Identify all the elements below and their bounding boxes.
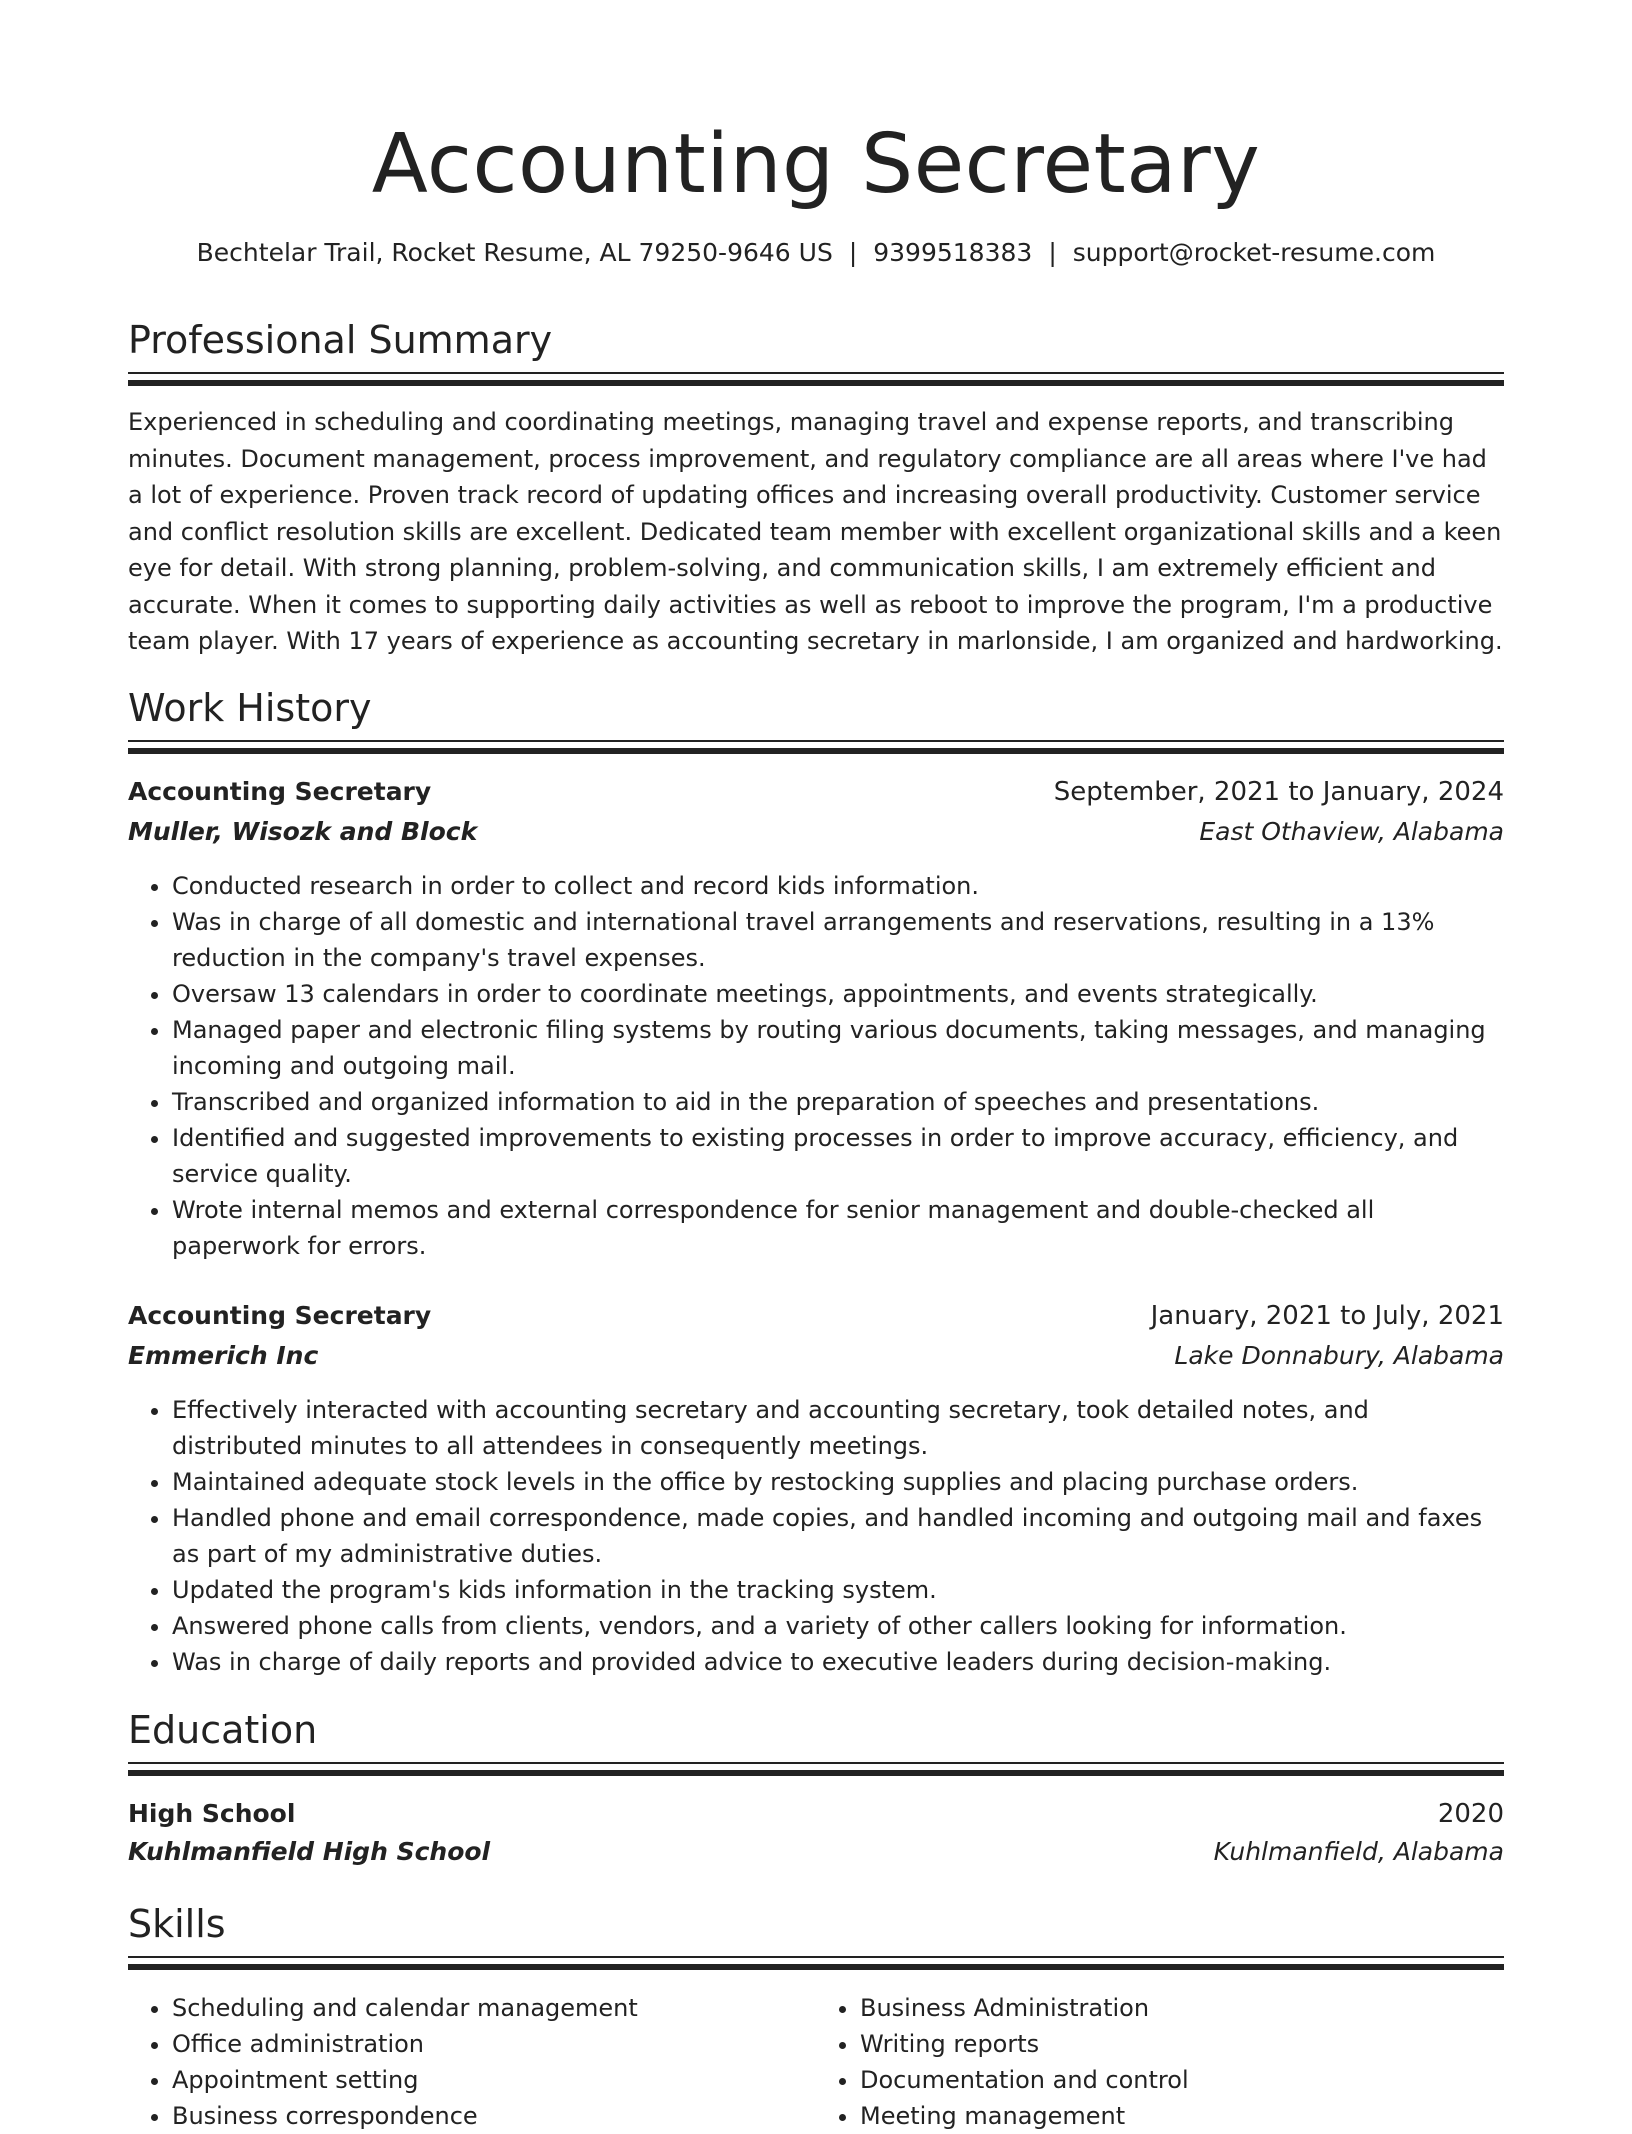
skills-heading: Skills bbox=[128, 1902, 226, 1946]
skills-column-left bbox=[128, 1990, 816, 2134]
job-title: Accounting Secretary bbox=[128, 1301, 432, 1330]
header bbox=[128, 117, 1504, 212]
education-degree: High School bbox=[128, 1799, 296, 1828]
education-location: Kuhlmanfield, Alabama bbox=[1213, 1836, 1504, 1866]
job-dates: September, 2021 to January, 2024 bbox=[1053, 777, 1504, 807]
education-heading: Education bbox=[128, 1708, 318, 1752]
section-divider bbox=[128, 1762, 1504, 1776]
list-item: • Effectively interacted with accounting secretary and accounting secretary, took detailed notes, and distributed minutes to all attendees in consequently meetings. bbox=[172, 1392, 1504, 1464]
education-school: Kuhlmanfield High School bbox=[128, 1836, 491, 1866]
list-item: • Managed paper and electronic filing systems by routing various documents, taking messages, and managing incoming and outgoing mail. bbox=[172, 1012, 1504, 1084]
list-item: • Appointment setting bbox=[172, 2062, 816, 2098]
list-item: • Writing reports bbox=[860, 2026, 1504, 2062]
summary-section bbox=[128, 318, 1504, 386]
job-company: Emmerich Inc bbox=[128, 1340, 319, 1370]
contact-separator: | bbox=[1048, 238, 1057, 267]
job-entry bbox=[128, 1300, 1504, 1372]
education-section bbox=[128, 1708, 1504, 1776]
list-item: • Answered phone calls from clients, vendors, and a variety of other callers looking for information. bbox=[172, 1608, 1504, 1644]
list-item: • Was in charge of daily reports and provided advice to executive leaders during decision-making. bbox=[172, 1644, 1504, 1680]
job-title: Accounting Secretary bbox=[128, 777, 432, 806]
list-item: • Wrote internal memos and external correspondence for senior management and double-checked all paperwork for errors. bbox=[172, 1192, 1504, 1264]
job-bullets bbox=[128, 1392, 1504, 1680]
section-divider bbox=[128, 372, 1504, 386]
list-item: • Office administration bbox=[172, 2026, 816, 2062]
education-year: 2020 bbox=[1437, 1799, 1504, 1829]
section-divider bbox=[128, 1956, 1504, 1970]
list-item: • Documentation and control bbox=[860, 2062, 1504, 2098]
list-item: • Oversaw 13 calendars in order to coordinate meetings, appointments, and events strategically. bbox=[172, 976, 1504, 1012]
list-item: • Meeting management bbox=[860, 2098, 1504, 2134]
job-entry bbox=[128, 776, 1504, 848]
list-item: • Was in charge of all domestic and international travel arrangements and reservations, resulting in a 13% reduction in the company's travel expenses. bbox=[172, 904, 1504, 976]
contact-phone: 9399518383 bbox=[873, 238, 1033, 267]
list-item: • Transcribed and organized information to aid in the preparation of speeches and presentations. bbox=[172, 1084, 1504, 1120]
list-item: • Scheduling and calendar management bbox=[172, 1990, 816, 2026]
job-company: Muller, Wisozk and Block bbox=[128, 816, 478, 846]
contact-separator: | bbox=[848, 238, 858, 267]
skills-list bbox=[128, 1990, 1504, 2134]
list-item: • Business correspondence bbox=[172, 2098, 816, 2134]
list-item: • Business Administration bbox=[860, 1990, 1504, 2026]
section-divider bbox=[128, 740, 1504, 754]
work-heading: Work History bbox=[128, 686, 372, 730]
list-item: • Maintained adequate stock levels in the office by restocking supplies and placing purchase orders. bbox=[172, 1464, 1504, 1500]
job-location: East Othaview, Alabama bbox=[1199, 816, 1504, 846]
job-dates: January, 2021 to July, 2021 bbox=[1150, 1301, 1504, 1331]
job-location: Lake Donnabury, Alabama bbox=[1174, 1340, 1504, 1370]
summary-heading: Professional Summary bbox=[128, 318, 553, 362]
contact-line bbox=[128, 238, 1504, 267]
education-entry bbox=[128, 1798, 1504, 1868]
list-item: • Updated the program's kids information in the tracking system. bbox=[172, 1572, 1504, 1608]
contact-email: support@rocket-resume.com bbox=[1072, 238, 1436, 267]
skills-section bbox=[128, 1902, 1504, 1970]
contact-address: Bechtelar Trail, Rocket Resume, AL 79250-9646 US bbox=[196, 238, 833, 267]
page-title: Accounting Secretary bbox=[371, 117, 1261, 212]
list-item: • Conducted research in order to collect and record kids information. bbox=[172, 868, 1504, 904]
summary-body bbox=[128, 404, 1504, 660]
list-item: • Identified and suggested improvements to existing processes in order to improve accuracy, efficiency, and service quality. bbox=[172, 1120, 1504, 1192]
skills-column-right bbox=[816, 1990, 1504, 2134]
work-section bbox=[128, 686, 1504, 754]
job-bullets bbox=[128, 868, 1504, 1264]
list-item: • Handled phone and email correspondence, made copies, and handled incoming and outgoing mail and faxes as part of my administrative duties. bbox=[172, 1500, 1504, 1572]
summary-text: Experienced in scheduling and coordinating meetings, managing travel and expense reports, and transcribing minutes. Document management, process improvement, and regulatory compliance are all areas where I've had a lot of experience. Proven track record of updating offices and increasing overall productivity. Customer service and conflict resolution skills are excellent. Dedicated team member with excellent organizational skills and a keen eye for detail. With strong planning, problem-solving, and communication skills, I am extremely efficient and accurate. When it comes to supporting daily activities as well as reboot to improve the program, I'm a productive team player. With 17 years of experience as accounting secretary in marlonside, I am organized and hardworking. bbox=[128, 408, 1503, 655]
